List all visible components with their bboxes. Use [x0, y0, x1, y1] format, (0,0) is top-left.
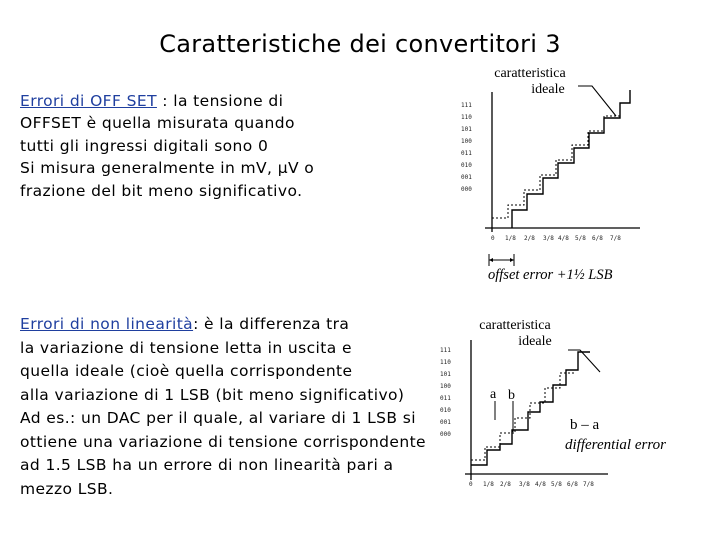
chart1-code-011: 011: [461, 150, 472, 157]
chart2-tick-6: 6/8: [567, 481, 578, 488]
chart1-tick-6: 6/8: [592, 235, 603, 242]
differential-formula: b – a: [570, 417, 600, 433]
offset-error-caption: offset error +1½ LSB: [488, 267, 613, 283]
chart1-ideal-staircase: [492, 116, 620, 218]
chart2-code-001: 001: [440, 419, 451, 426]
chart2-tick-2: 2/8: [500, 481, 511, 488]
chart2-tick-7: 7/8: [583, 481, 594, 488]
chart2-actual-staircase: [471, 352, 590, 465]
chart2-code-110: 110: [440, 359, 451, 366]
chart2-tick-0: 0: [469, 481, 473, 488]
nonlin-line-3: quella ideale (cioè quella corrispondente: [20, 362, 353, 380]
chart1-code-101: 101: [461, 126, 472, 133]
nonlin-separator: :: [193, 315, 205, 333]
slide-title: Caratteristiche dei convertitori 3: [159, 30, 561, 58]
offset-text-1: la tensione di: [173, 92, 284, 110]
chart1-code-010: 010: [461, 162, 472, 169]
chart2-code-100: 100: [440, 383, 451, 390]
nonlin-line-5: Ad es.: un DAC per il quale, al variare di 1 LSB si: [20, 409, 416, 427]
chart1-code-001: 001: [461, 174, 472, 181]
chart2-tick-5: 5/8: [551, 481, 562, 488]
chart1-ideal-pointer: [578, 86, 616, 116]
chart2-ideal-label-line1: caratteristica: [479, 318, 551, 333]
chart1-code-110: 110: [461, 114, 472, 121]
nonlin-line-4: alla variazione di 1 LSB (bit meno significativo): [20, 385, 405, 404]
chart1-tick-0: 0: [491, 235, 495, 242]
chart2-ideal-label-line2: ideale: [518, 334, 552, 349]
chart2-tick-3: 3/8: [519, 481, 530, 488]
nonlin-line-6: ottiene una variazione di tensione corrispondente: [20, 432, 426, 451]
chart1-tick-5: 5/8: [575, 235, 586, 242]
chart2-code-000: 000: [440, 431, 451, 438]
chart2-x-ticks: [469, 481, 594, 488]
nonlin-line-8: mezzo LSB.: [20, 479, 114, 498]
chart1-tick-7: 7/8: [610, 235, 621, 242]
chart2-code-011: 011: [440, 395, 451, 402]
chart2-y-codes: [440, 347, 451, 438]
chart1: [461, 86, 640, 266]
nonlin-line-7: ad 1.5 LSB ha un errore di non linearità pari a: [20, 456, 394, 474]
nonlin-line-2: la variazione di tensione letta in uscita e: [20, 338, 352, 357]
chart1-code-100: 100: [461, 138, 472, 145]
chart2: [440, 340, 608, 488]
nonlin-text-1: è la differenza tra: [204, 315, 350, 333]
chart2-tick-4: 4/8: [535, 481, 546, 488]
chart1-tick-4: 4/8: [558, 235, 569, 242]
chart1-ideal-label-line2: ideale: [531, 82, 565, 97]
chart1-x-ticks: [491, 235, 621, 242]
chart2-ideal-pointer: [568, 350, 600, 372]
chart1-y-codes: [461, 102, 472, 193]
chart1-code-111: 111: [461, 102, 472, 109]
chart1-tick-1: 1/8: [505, 235, 516, 242]
chart2-code-101: 101: [440, 371, 451, 378]
offset-line-2: OFFSET è quella misurata quando: [20, 114, 295, 133]
chart1-ideal-label-line1: caratteristica: [494, 66, 566, 81]
chart1-tick-3: 3/8: [543, 235, 554, 242]
offset-line-5: frazione del bit meno significativo.: [20, 181, 303, 200]
nonlinearity-term[interactable]: Errori di non linearità: [20, 315, 194, 333]
chart2-code-111: 111: [440, 347, 451, 354]
offset-separator: :: [156, 92, 174, 110]
chart1-tick-2: 2/8: [524, 235, 535, 242]
mark-a: a: [490, 387, 497, 402]
offset-line-4: Si misura generalmente in mV, µV o: [20, 159, 315, 178]
offset-line-3: tutti gli ingressi digitali sono 0: [20, 136, 269, 155]
chart2-code-010: 010: [440, 407, 451, 414]
differential-error-caption: differential error: [565, 437, 666, 453]
chart2-tick-1: 1/8: [483, 481, 494, 488]
chart2-ideal-staircase: [471, 373, 575, 460]
mark-b: b: [508, 388, 515, 403]
offset-error-term[interactable]: Errori di OFF SET: [20, 92, 157, 110]
chart1-code-000: 000: [461, 186, 472, 193]
